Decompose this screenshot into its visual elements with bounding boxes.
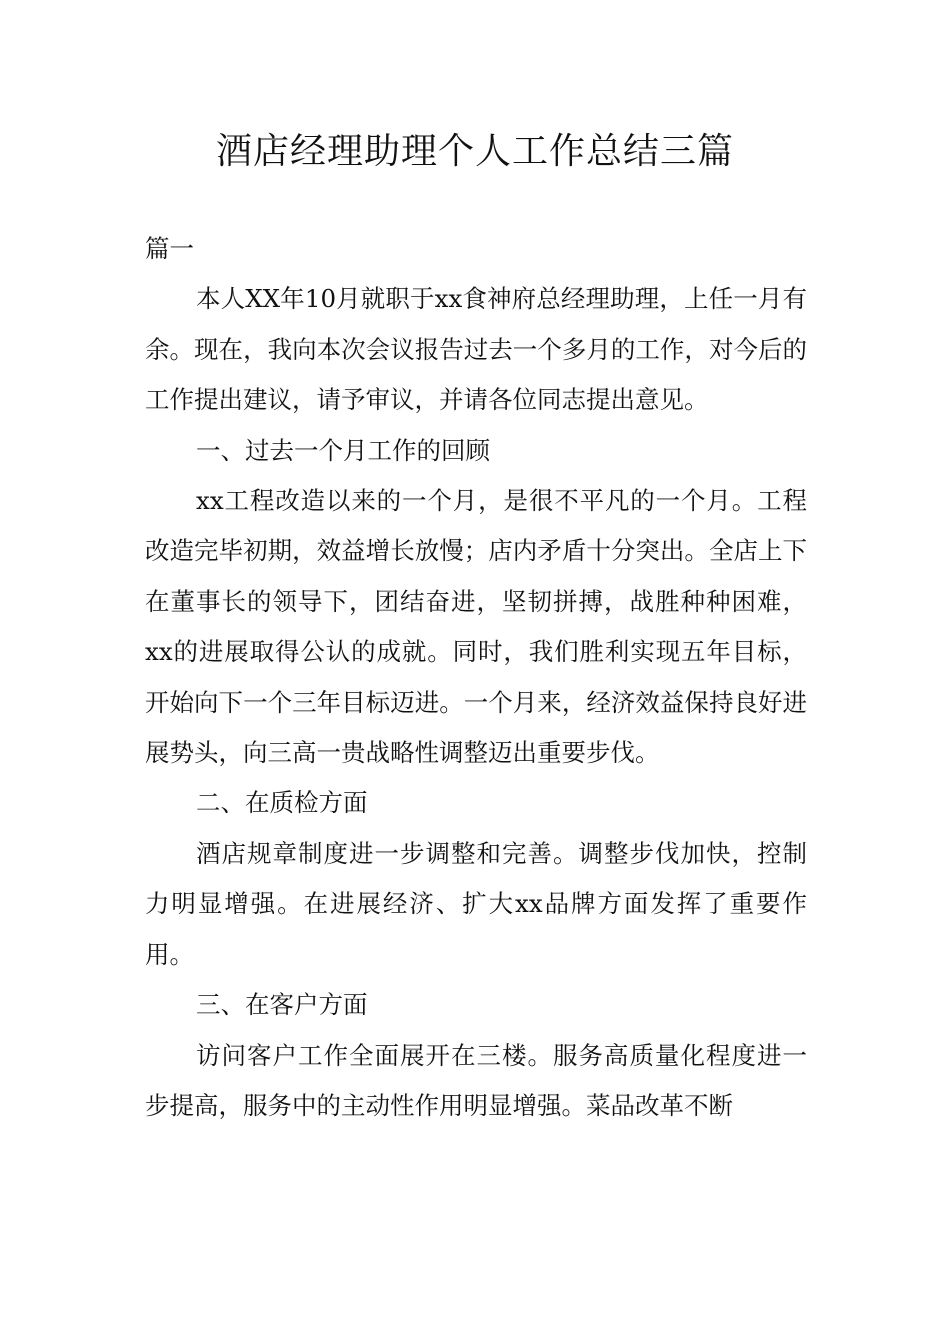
paragraph-customers: 访问客户工作全面展开在三楼。服务高质量化程度进一步提高，服务中的主动性作用明显增强。菜品改革不断 [145, 1040, 807, 1120]
section-label: 篇一 [145, 234, 194, 263]
heading-review: 一、过去一个月工作的回顾 [196, 435, 490, 465]
document-title: 酒店经理助理个人工作总结三篇 [215, 131, 734, 172]
heading-customers: 三、在客户方面 [196, 990, 368, 1020]
paragraph-review: xx工程改造以来的一个月，是很不平凡的一个月。工程改造完毕初期，效益增长放慢；店内矛盾十分突出。全店上下在董事长的领导下，团结奋进，坚韧拼搏，战胜种种困难，xx的进展取得公认的成就。同时，我们胜利实现五年目标，开始向下一个三年目标迈进。一个月来，经济效益保持良好进展势头，向三高一贵战略性调整迈出重要步伐。 [145, 486, 807, 768]
document-body [145, 224, 807, 1131]
paragraph-intro: 本人XX年10月就职于xx食神府总经理助理，上任一月有余。现在，我向本次会议报告过去一个多月的工作，对今后的工作提出建议，请予审议，并请各位同志提出意见。 [145, 284, 807, 415]
paragraph-quality: 酒店规章制度进一步调整和完善。调整步伐加快，控制力明显增强。在进展经济、扩大xx品牌方面发挥了重要作用。 [145, 838, 807, 969]
heading-quality: 二、在质检方面 [196, 788, 368, 818]
